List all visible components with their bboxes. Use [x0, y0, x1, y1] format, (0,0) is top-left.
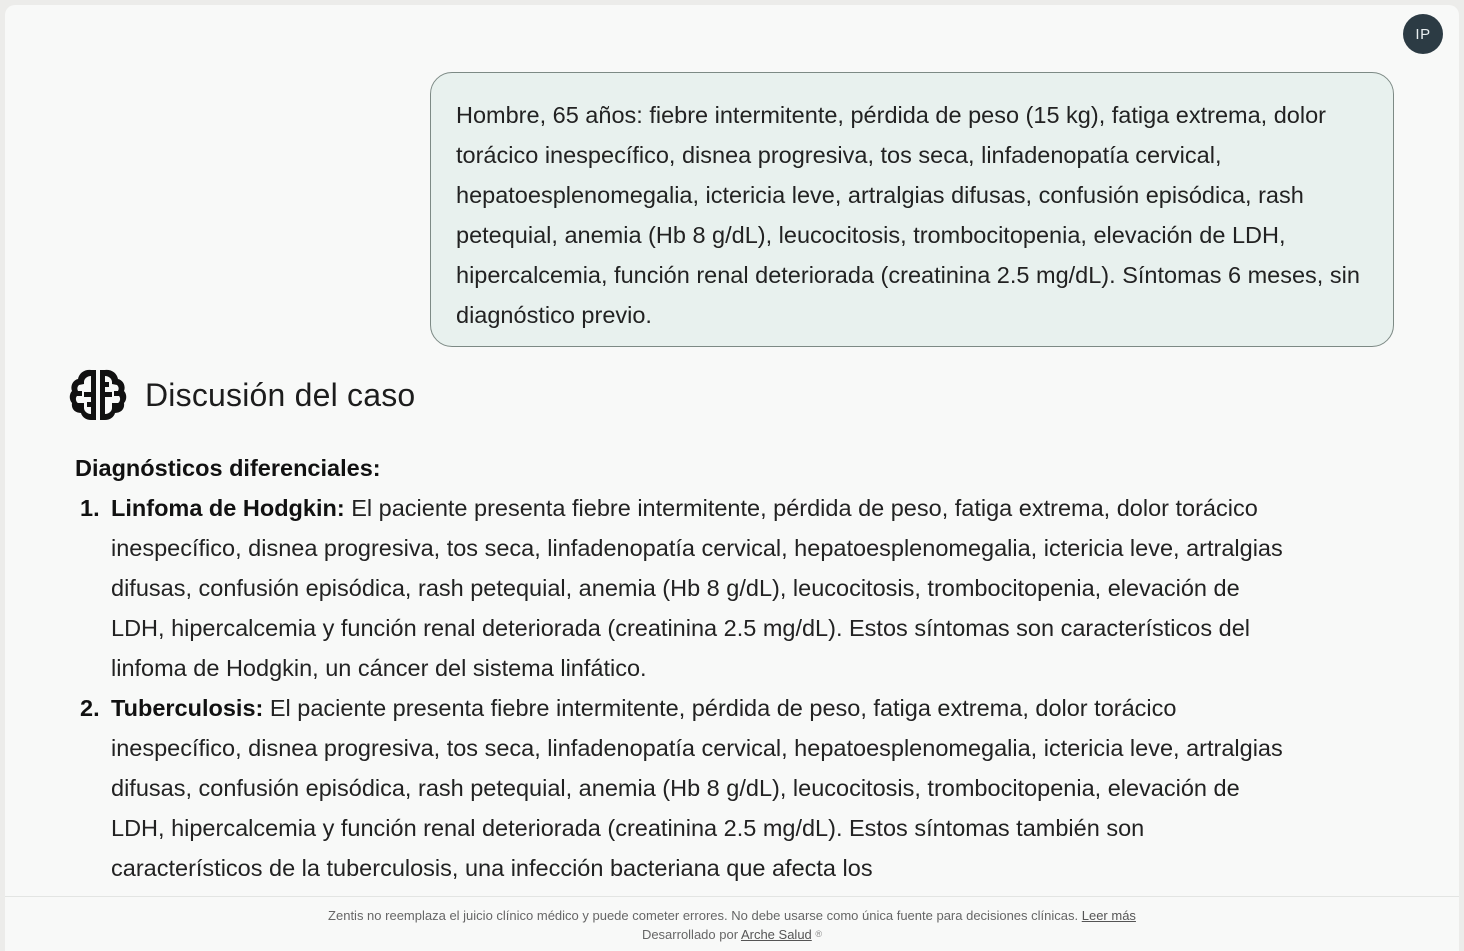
user-avatar[interactable]	[1403, 14, 1443, 54]
developed-by-text: Desarrollado por	[641, 927, 739, 942]
registered-mark: ®	[815, 929, 823, 939]
footer	[5, 896, 1459, 951]
differential-item	[75, 688, 1295, 888]
response-title: Discusión del caso	[145, 376, 416, 413]
brain-icon	[69, 368, 127, 422]
disclaimer-text: Zentis no reemplaza el juicio clínico médico y puede cometer errores. No debe usarse como única fuente para decisiones clínicas.	[328, 908, 1079, 923]
diagnosis-name: Tuberculosis:	[111, 695, 264, 721]
chat-window	[5, 5, 1459, 951]
response-body	[75, 448, 1295, 888]
differential-list	[75, 488, 1295, 888]
response-header	[69, 367, 415, 423]
learn-more-link[interactable]: Leer más	[1081, 908, 1136, 923]
footer-disclaimer-line	[5, 907, 1459, 925]
user-initials: IP	[1415, 25, 1431, 43]
footer-credit-line	[5, 925, 1459, 944]
diagnosis-text: El paciente presenta fiebre intermitente, pérdida de peso, fatiga extrema, dolor torácico inespecífico, disnea progresiva, tos seca, linfadenopatía cervical, hepatoesplenomegalia, ictericia leve, artralgias difusas, confusión episódica, rash petequial, anemia (Hb 8 g/dL), leucocitosis, trombocitopenia, elevación de LDH, hipercalcemia y función renal deteriorada (creatinina 2.5 mg/dL). Estos síntomas son característicos del linfoma de Hodgkin, un cáncer del sistema linfático.	[111, 495, 1283, 681]
section-heading: Diagnósticos diferenciales:	[75, 455, 381, 481]
differential-item	[75, 488, 1295, 688]
user-message-text: Hombre, 65 años: fiebre intermitente, pérdida de peso (15 kg), fatiga extrema, dolor torácico inespecífico, disnea progresiva, tos seca, linfadenopatía cervical, hepatoesplenomegalia, ictericia leve, artralgias difusas, confusión episódica, rash petequial, anemia (Hb 8 g/dL), leucocitosis, trombocitopenia, elevación de LDH, hipercalcemia, función renal deteriorada (creatinina 2.5 mg/dL). Síntomas 6 meses, sin diagnóstico previo.	[456, 102, 1360, 328]
company-link[interactable]: Arche Salud	[740, 927, 812, 942]
diagnosis-text: El paciente presenta fiebre intermitente, pérdida de peso, fatiga extrema, dolor torácico inespecífico, disnea progresiva, tos seca, linfadenopatía cervical, hepatoesplenomegalia, ictericia leve, artralgias difusas, confusión episódica, rash petequial, anemia (Hb 8 g/dL), leucocitosis, trombocitopenia, elevación de LDH, hipercalcemia y función renal deteriorada (creatinina 2.5 mg/dL). Estos síntomas también son característicos de la tuberculosis, una infección bacteriana que afecta los	[111, 695, 1283, 881]
item-number: 1.	[80, 495, 100, 521]
user-message-bubble	[430, 72, 1394, 347]
diagnosis-name: Linfoma de Hodgkin:	[111, 495, 345, 521]
item-number: 2.	[80, 695, 100, 721]
